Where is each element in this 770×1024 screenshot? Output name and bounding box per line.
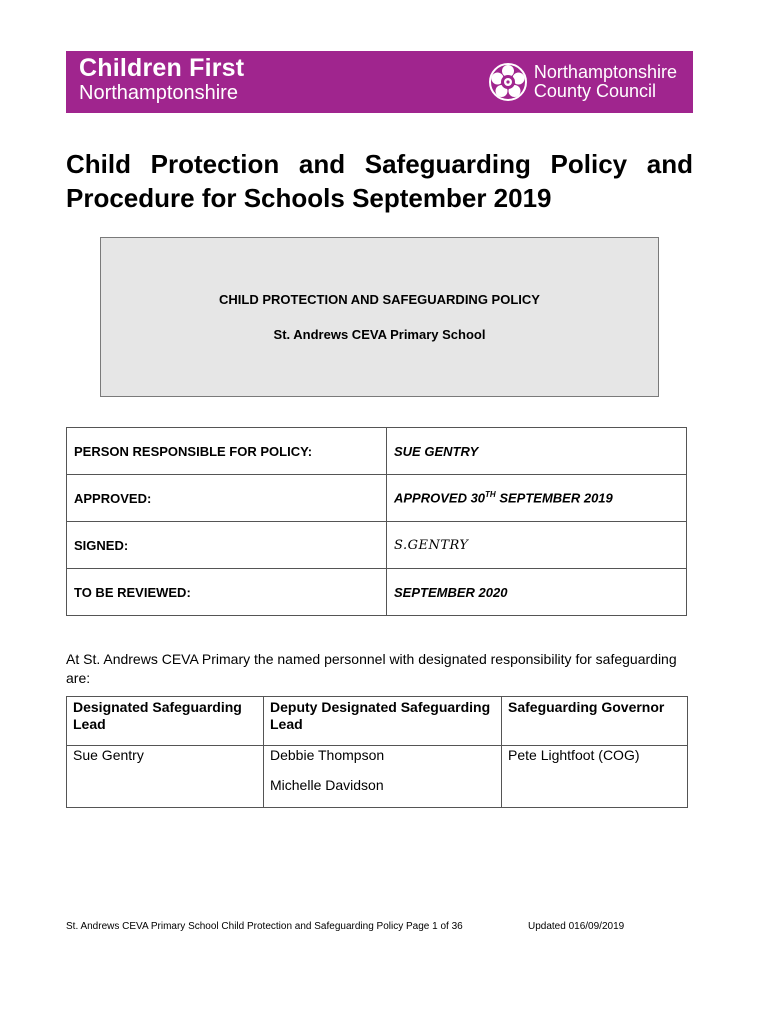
school-name: St. Andrews CEVA Primary School — [273, 327, 486, 342]
column-header-deputy: Deputy Designated Safeguarding Lead — [264, 697, 502, 746]
brand-title: Children First — [79, 54, 245, 82]
table-row — [67, 569, 687, 616]
governor-name: Pete Lightfoot (COG) — [502, 746, 688, 808]
council-name: Northamptonshire — [533, 62, 677, 83]
dsl-name: Sue Gentry — [67, 746, 264, 808]
table-row — [67, 428, 687, 475]
deputy-names — [264, 746, 502, 808]
brand-subtitle: Northamptonshire — [79, 82, 238, 104]
personnel-intro: At St. Andrews CEVA Primary the named personnel with designated responsibility for safeguarding are: — [66, 651, 677, 686]
column-header-dsl: Designated Safeguarding Lead — [67, 697, 264, 746]
county-council-logo — [488, 62, 677, 102]
deputy-name: Michelle Davidson — [270, 777, 384, 793]
approved-label: APPROVED: — [67, 475, 387, 522]
responsible-value: SUE GENTRY — [387, 428, 687, 475]
policy-box — [100, 237, 659, 397]
approved-value — [387, 475, 687, 522]
safeguarding-personnel-table — [66, 696, 688, 808]
policy-info-table — [66, 427, 687, 616]
signed-label: SIGNED: — [67, 522, 387, 569]
deputy-name: Debbie Thompson — [270, 747, 385, 763]
table-row — [67, 746, 688, 808]
table-row — [67, 475, 687, 522]
footer-updated-date: Updated 016/09/2019 — [528, 921, 625, 932]
header-banner — [66, 51, 693, 113]
review-value: SEPTEMBER 2020 — [387, 569, 687, 616]
document-title: Child Protection and Safeguarding Policy and Procedure for Schools September 2019 — [66, 149, 693, 213]
footer-document-info: St. Andrews CEVA Primary School Child Protection and Safeguarding Policy Page 1 of 36 — [66, 921, 463, 932]
approved-value-suffix: SEPTEMBER 2019 — [495, 490, 613, 506]
table-header-row — [67, 697, 688, 746]
signature-cell — [387, 522, 687, 569]
children-first-logo — [79, 56, 244, 103]
approved-value-prefix: APPROVED 30 — [394, 490, 486, 506]
table-row — [67, 522, 687, 569]
responsible-label: PERSON RESPONSIBLE FOR POLICY: — [67, 428, 387, 475]
policy-heading: CHILD PROTECTION AND SAFEGUARDING POLICY — [219, 292, 540, 307]
column-header-governor: Safeguarding Governor — [502, 697, 688, 746]
council-subtitle: County Council — [533, 81, 656, 101]
signature: S.GENTRY — [394, 538, 469, 553]
rose-icon — [488, 62, 528, 102]
approved-value-ordinal: TH — [485, 490, 496, 500]
review-label: TO BE REVIEWED: — [67, 569, 387, 616]
